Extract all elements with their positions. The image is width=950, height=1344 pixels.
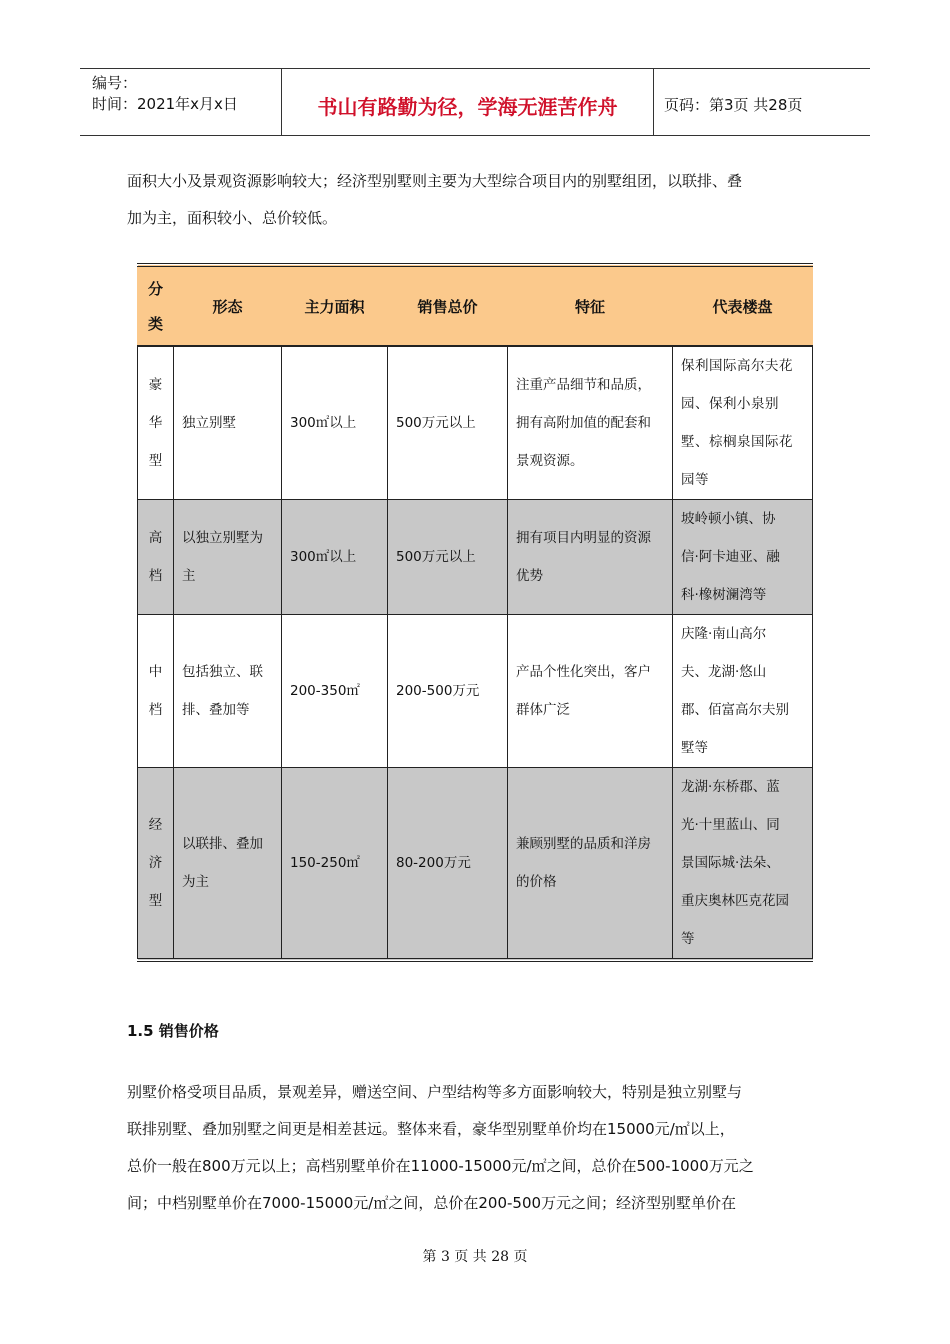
- header-category: 分 类: [138, 265, 174, 346]
- row-feature: 产品个性化突出，客户 群体广泛: [508, 615, 673, 768]
- row-area: 150-250㎡: [282, 768, 388, 961]
- body-line-4: 间；中档别墅单价在7000-15000元/㎡之间，总价在200-500万元之间；经济型别墅单价在: [127, 1194, 737, 1212]
- row-form: 包括独立、联 排、叠加等: [174, 615, 282, 768]
- row-price: 80-200万元: [388, 768, 508, 961]
- page-header: [80, 68, 870, 136]
- villa-classification-table: [137, 263, 813, 962]
- body-line-3: 总价一般在800万元以上；高档别墅单价在11000-15000元/㎡之间，总价在500-1000万元之: [127, 1157, 754, 1175]
- row-area: 300㎡以上: [282, 500, 388, 615]
- row-form: 以独立别墅为 主: [174, 500, 282, 615]
- table-row: [138, 615, 813, 768]
- row-category: 中 档: [138, 615, 174, 768]
- header-projects: 代表楼盘: [673, 265, 813, 346]
- row-price: 500万元以上: [388, 346, 508, 500]
- row-price: 500万元以上: [388, 500, 508, 615]
- table-header-row: [138, 265, 813, 346]
- row-projects: 龙湖·东桥郡、蓝 光·十里蓝山、同 景国际城·法朵、 重庆奥林匹克花园 等: [673, 768, 813, 961]
- row-area: 300㎡以上: [282, 346, 388, 500]
- row-category: 经 济 型: [138, 768, 174, 961]
- header-page-label: 页码：第3页 共28页: [664, 95, 803, 114]
- table-row: [138, 500, 813, 615]
- section-title: 1.5 销售价格: [127, 1022, 219, 1040]
- header-time-label: 时间：2021年x月x日: [92, 95, 238, 113]
- body-line-1: 别墅价格受项目品质，景观差异，赠送空间、户型结构等多方面影响较大，特别是独立别墅与: [127, 1083, 743, 1101]
- header-meta: [80, 69, 282, 135]
- row-feature: 兼顾别墅的品质和洋房 的价格: [508, 768, 673, 961]
- page-footer: 第 3 页 共 28 页: [422, 1249, 528, 1265]
- header-number-label: 编号：: [92, 74, 138, 92]
- row-projects: 庆隆·南山高尔 夫、龙湖·悠山 郡、佰富高尔夫别 墅等: [673, 615, 813, 768]
- row-feature: 拥有项目内明显的资源 优势: [508, 500, 673, 615]
- row-form: 独立别墅: [174, 346, 282, 500]
- header-area: 主力面积: [282, 265, 388, 346]
- row-projects: 保利国际高尔夫花 园、保利小泉别 墅、棕榈泉国际花 园等: [673, 346, 813, 500]
- row-price: 200-500万元: [388, 615, 508, 768]
- intro-line-1: 面积大小及景观资源影响较大；经济型别墅则主要为大型综合项目内的别墅组团，以联排、叠: [127, 172, 743, 190]
- row-category: 豪 华 型: [138, 346, 174, 500]
- header-form: 形态: [174, 265, 282, 346]
- row-category: 高 档: [138, 500, 174, 615]
- row-projects: 坡岭顿小镇、协 信·阿卡迪亚、融 科·橡树澜湾等: [673, 500, 813, 615]
- row-feature: 注重产品细节和品质， 拥有高附加值的配套和 景观资源。: [508, 346, 673, 500]
- table-row: [138, 346, 813, 500]
- table-row: [138, 768, 813, 961]
- header-feature: 特征: [508, 265, 673, 346]
- header-motto: 书山有路勤为径，学海无涯苦作舟: [282, 69, 654, 135]
- body-line-2: 联排别墅、叠加别墅之间更是相差甚远。整体来看，豪华型别墅单价均在15000元/㎡以上，: [127, 1120, 735, 1138]
- intro-line-2: 加为主，面积较小、总价较低。: [127, 209, 338, 227]
- row-form: 以联排、叠加 为主: [174, 768, 282, 961]
- row-area: 200-350㎡: [282, 615, 388, 768]
- header-price: 销售总价: [388, 265, 508, 346]
